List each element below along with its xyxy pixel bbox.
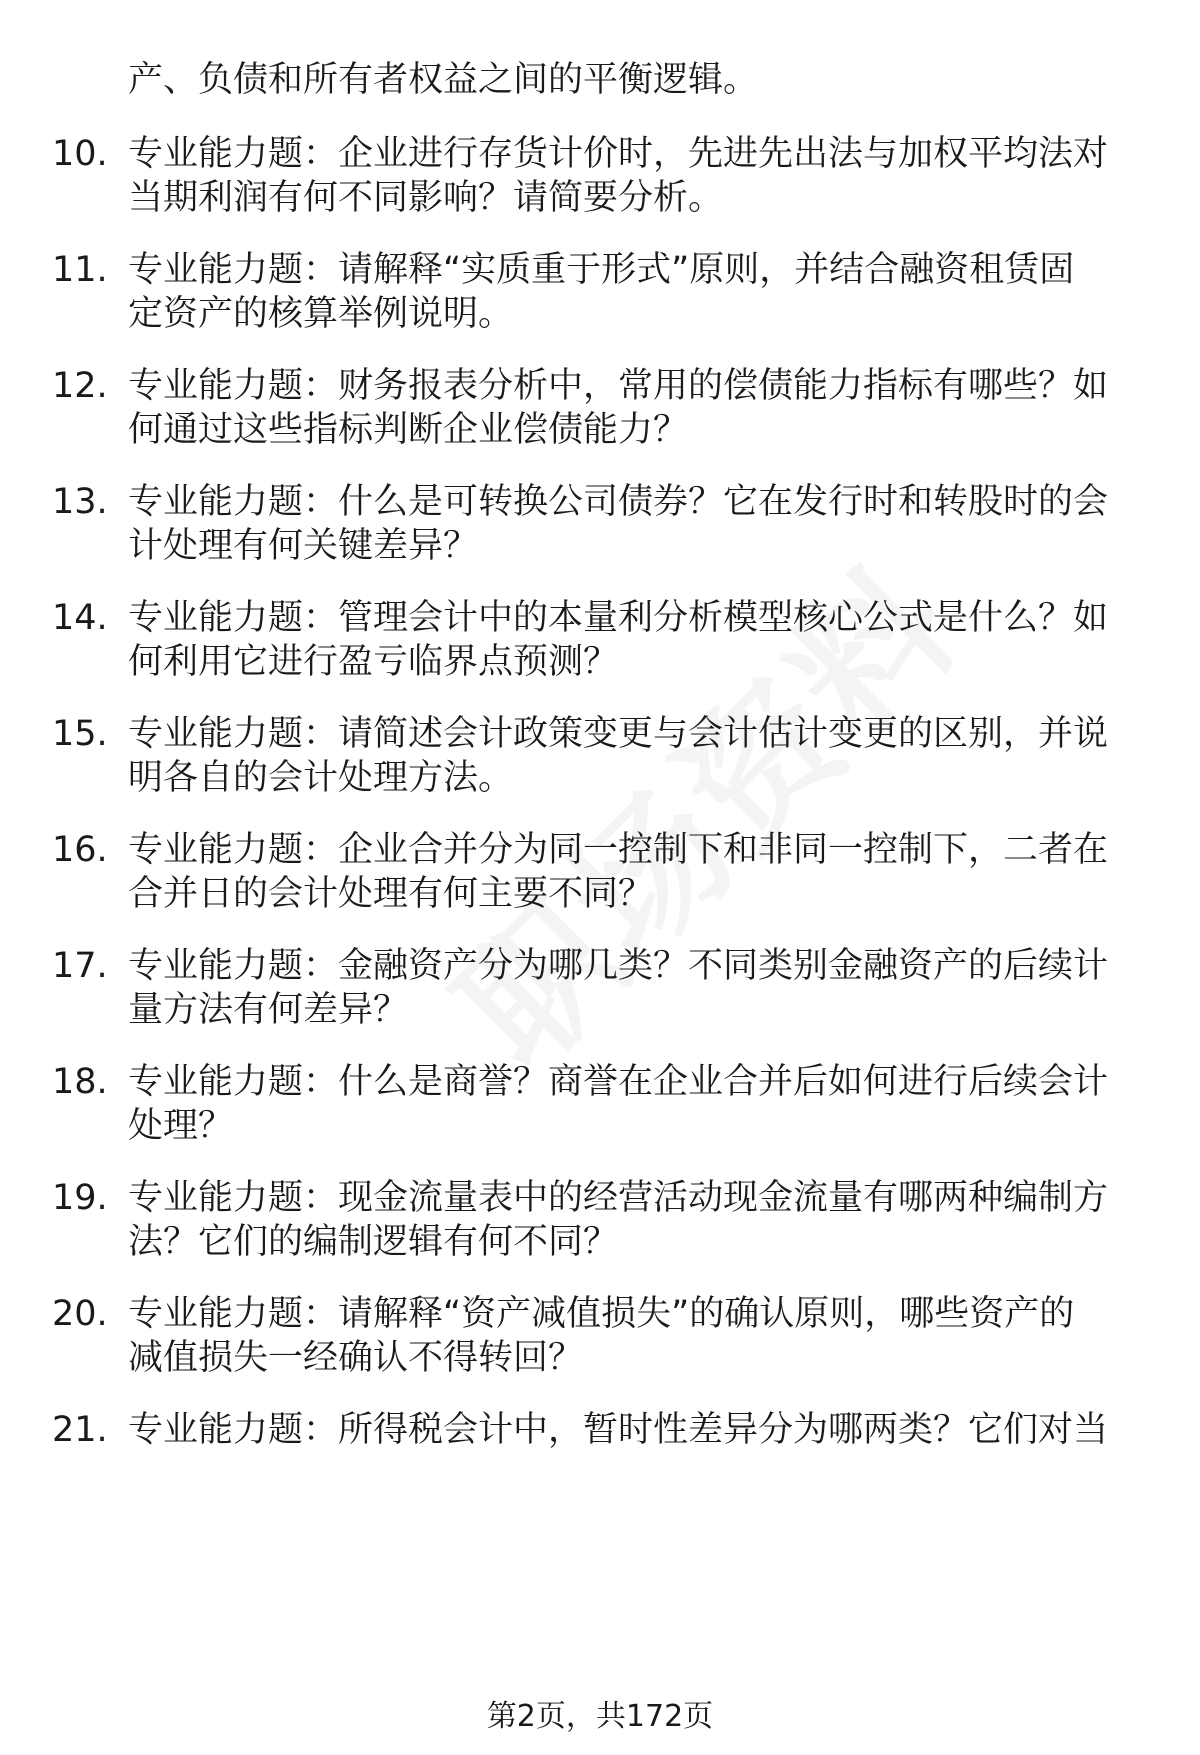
item-number: 21. [52,1410,108,1450]
item-text-line: 何通过这些指标判断企业偿债能力？ [128,410,689,450]
item-text-line: 专业能力题：请简述会计政策变更与会计估计变更的区别，并说 [128,714,1109,754]
item-number: 15. [52,714,108,754]
item-text-line: 何利用它进行盈亏临界点预测？ [128,642,619,682]
item-text-line: 处理？ [128,1106,234,1146]
item-text-line: 专业能力题：现金流量表中的经营活动现金流量有哪两种编制方 [128,1178,1109,1218]
item-text-line: 专业能力题：所得税会计中，暂时性差异分为哪两类？它们对当 [128,1410,1109,1450]
item-text-line: 专业能力题：财务报表分析中，常用的偿债能力指标有哪些？如 [128,366,1109,406]
item-number: 16. [52,830,108,870]
item-number: 18. [52,1062,108,1102]
item-text-line: 专业能力题：请解释“实质重于形式”原则，并结合融资租赁固 [128,250,1075,290]
page-footer: 第2页，共172页 [486,1699,714,1734]
item-text-line: 专业能力题：金融资产分为哪几类？不同类别金融资产的后续计 [128,946,1109,986]
item-text-line: 定资产的核算举例说明。 [128,294,514,334]
item-text-line: 专业能力题：请解释“资产减值损失”的确认原则，哪些资产的 [128,1294,1075,1334]
item-text-line: 明各自的会计处理方法。 [128,758,514,798]
item-text-line: 专业能力题：企业进行存货计价时，先进先出法与加权平均法对 [128,134,1109,174]
item-text-line: 当期利润有何不同影响？请简要分析。 [128,178,724,218]
item-text-line: 专业能力题：企业合并分为同一控制下和非同一控制下，二者在 [128,830,1109,870]
item-text-line: 专业能力题：管理会计中的本量利分析模型核心公式是什么？如 [128,598,1109,638]
item-text-line: 法？它们的编制逻辑有何不同？ [128,1222,619,1262]
item-text-line: 专业能力题：什么是商誉？商誉在企业合并后如何进行后续会计 [128,1062,1109,1102]
item-text-line: 计处理有何关键差异？ [128,526,479,566]
item-number: 13. [52,482,108,522]
item-number: 19. [52,1178,108,1218]
item-text-line: 量方法有何差异？ [128,990,409,1030]
item-number: 12. [52,366,108,406]
item-number: 11. [52,250,108,290]
item-number: 20. [52,1294,108,1334]
item-number: 17. [52,946,108,986]
item-text-line: 减值损失一经确认不得转回？ [128,1338,584,1378]
item-number: 10. [52,134,108,174]
item-text-line: 专业能力题：什么是可转换公司债券？它在发行时和转股时的会 [128,482,1109,522]
continuation-text: 产、负债和所有者权益之间的平衡逻辑。 [128,60,759,100]
item-number: 14. [52,598,108,638]
item-text-line: 合并日的会计处理有何主要不同？ [128,874,654,914]
